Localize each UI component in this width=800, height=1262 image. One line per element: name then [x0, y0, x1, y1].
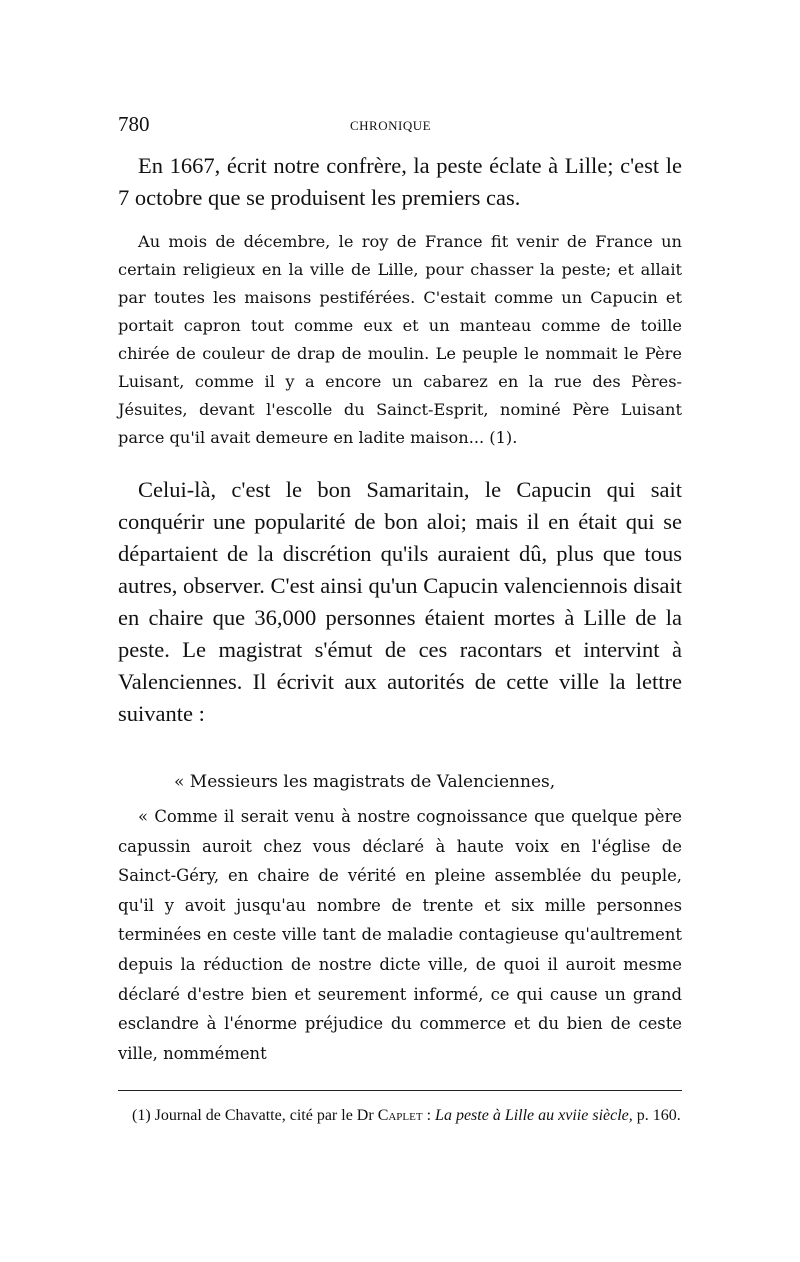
footnote-title: La peste à Lille au xviie siècle,: [435, 1107, 633, 1125]
footnote-page-ref: p. 160.: [636, 1107, 681, 1125]
page-number: 780: [118, 112, 150, 136]
paragraph-2-quotation: Au mois de décembre, le roy de France fit venir de France un certain religieux en la ville de Lille, pour chasser la peste; et allait par toutes les maisons pestiférées. C'estait comme un Capucin et portait capron tout comme eux et un manteau comme de toille chirée de couleur de drap de moulin. Le peuple le nommait le Père Luisant, comme il y a encore un cabarez en la rue des Pères-Jésuites, devant l'escolle du Sainct-Esprit, nominé Père Luisant parce qu'il avait demeure en ladite maison... (1).: [118, 232, 682, 447]
footnote-author: Caplet: [377, 1107, 423, 1125]
paragraph-1: En 1667, écrit notre confrère, la peste éclate à Lille; c'est le 7 octobre que se produisent les premiers cas.: [118, 153, 682, 210]
letter-salutation: « Messieurs les magistrats de Valenciennes,: [174, 772, 556, 792]
footnote-doctor-abbrev: Dr: [356, 1107, 374, 1125]
page-header: [118, 112, 682, 142]
footnote: [118, 1105, 682, 1126]
running-title: CHRONIQUE: [350, 118, 432, 133]
footnote-separator: :: [426, 1107, 432, 1125]
paragraph-3: Celui-là, c'est le bon Samaritain, le Capucin qui sait conquérir une popularité de bon aloi; mais il en était qui se départaient de la discrétion qu'ils auraient dû, plus que tous autres, observer. C'est ainsi qu'un Capucin valenciennois disait en chaire que 36,000 personnes étaient mortes à Lille de la peste. Le magistrat s'émut de ces racontars et intervint à Valenciennes. Il écrivit aux autorités de cette ville la lettre suivante :: [118, 477, 682, 726]
footnote-marker: (1): [132, 1107, 151, 1125]
letter-body: « Comme il serait venu à nostre cognoissance que quelque père capussin auroit chez vous déclaré à haute voix en l'église de Sainct-Géry, en chaire de vérité en pleine assemblée du peuple, qu'il y avoit jusqu'au nombre de trente et six mille personnes terminées en ceste ville tant de maladie contagieuse qu'aultrement depuis la réduction de nostre dicte ville, de quoi il auroit mesme déclaré d'estre bien et seurement informé, ce qui cause un grand esclandre à l'énorme préjudice du commerce et du bien de ceste ville, nommément: [118, 807, 682, 1063]
book-page: [118, 112, 682, 1126]
footnote-divider: [118, 1090, 682, 1091]
footnote-source: Journal de Chavatte, cité par le: [154, 1107, 353, 1125]
